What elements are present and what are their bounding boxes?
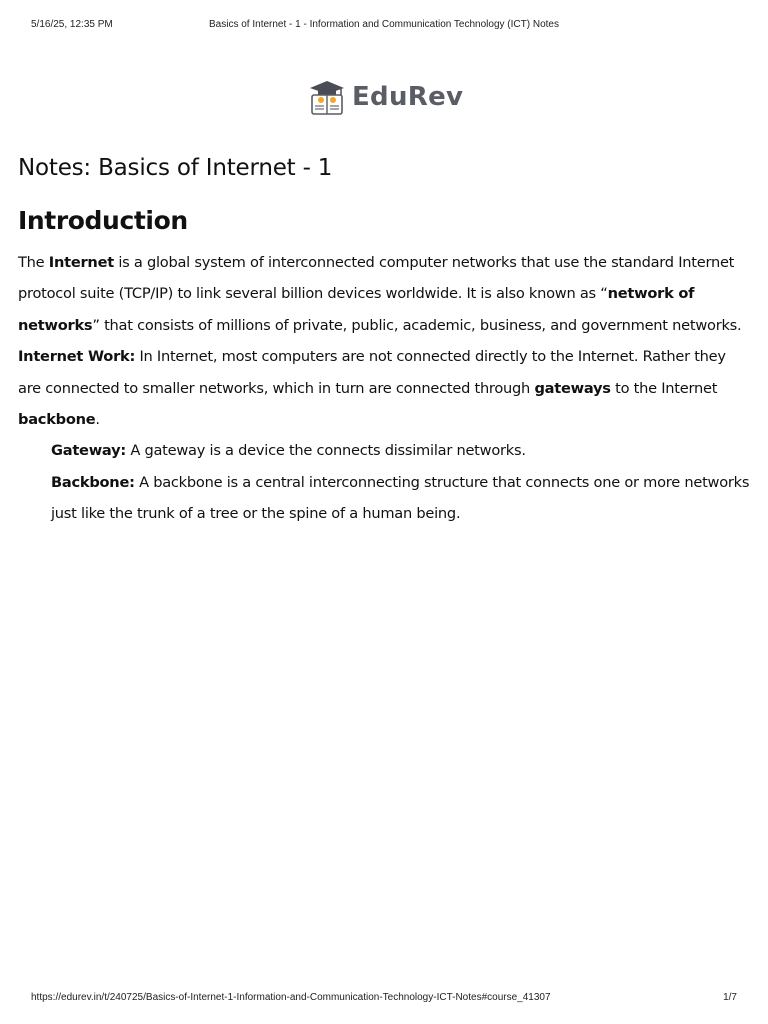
print-page-title: Basics of Internet - 1 - Information and Communication Technology (ICT) Notes <box>209 19 559 30</box>
print-footer <box>31 992 737 1006</box>
backbone-label: Backbone: <box>51 473 135 491</box>
gateway-definition <box>18 435 753 466</box>
para1-text-start: The <box>18 254 49 271</box>
term-backbone: backbone <box>18 411 96 429</box>
para1-text-end: ” that consists of millions of private, public, academic, business, and government networks. <box>92 316 742 334</box>
print-url: https://edurev.in/t/240725/Basics-of-Internet-1-Information-and-Communication-Technology-ICT-Notes#course_41307 <box>31 992 551 1003</box>
page-title: Notes: Basics of Internet - 1 <box>18 155 333 181</box>
para2-text-mid: to the Internet <box>610 379 718 397</box>
para2-text-start: In Internet, most computers are not connected directly to the Internet. Rather they are connected to smaller networks, which in turn are connected through <box>18 348 726 397</box>
backbone-text: A backbone is a central interconnecting structure that connects one or more networks just like the trunk of a tree or the spine of a human being. <box>51 473 750 523</box>
internet-definition-paragraph <box>18 247 753 341</box>
section-heading: Introduction <box>18 206 188 235</box>
term-gateways: gateways <box>534 379 611 397</box>
graduation-cap-book-icon <box>308 79 346 115</box>
edurev-logo[interactable] <box>308 79 463 115</box>
gateway-label: Gateway: <box>51 442 126 460</box>
page-number: 1/7 <box>723 992 737 1003</box>
document-body <box>18 247 753 530</box>
internet-work-label: Internet Work: <box>18 348 136 366</box>
term-network-of-networks: network of networks <box>18 285 695 334</box>
print-header <box>31 19 737 33</box>
gateway-text: A gateway is a device the connects dissimilar networks. <box>125 442 526 460</box>
print-datetime: 5/16/25, 12:35 PM <box>31 19 113 30</box>
para1-text-mid: is a global system of interconnected computer networks that use the standard Internet protocol suite (TCP/IP) to link several billion devices worldwide. It is also known as “ <box>18 254 735 303</box>
term-internet: Internet <box>48 254 114 271</box>
para2-text-end: . <box>95 411 100 429</box>
logo-text: EduRev <box>352 82 464 112</box>
internet-work-paragraph <box>18 341 753 435</box>
backbone-definition <box>18 467 753 530</box>
